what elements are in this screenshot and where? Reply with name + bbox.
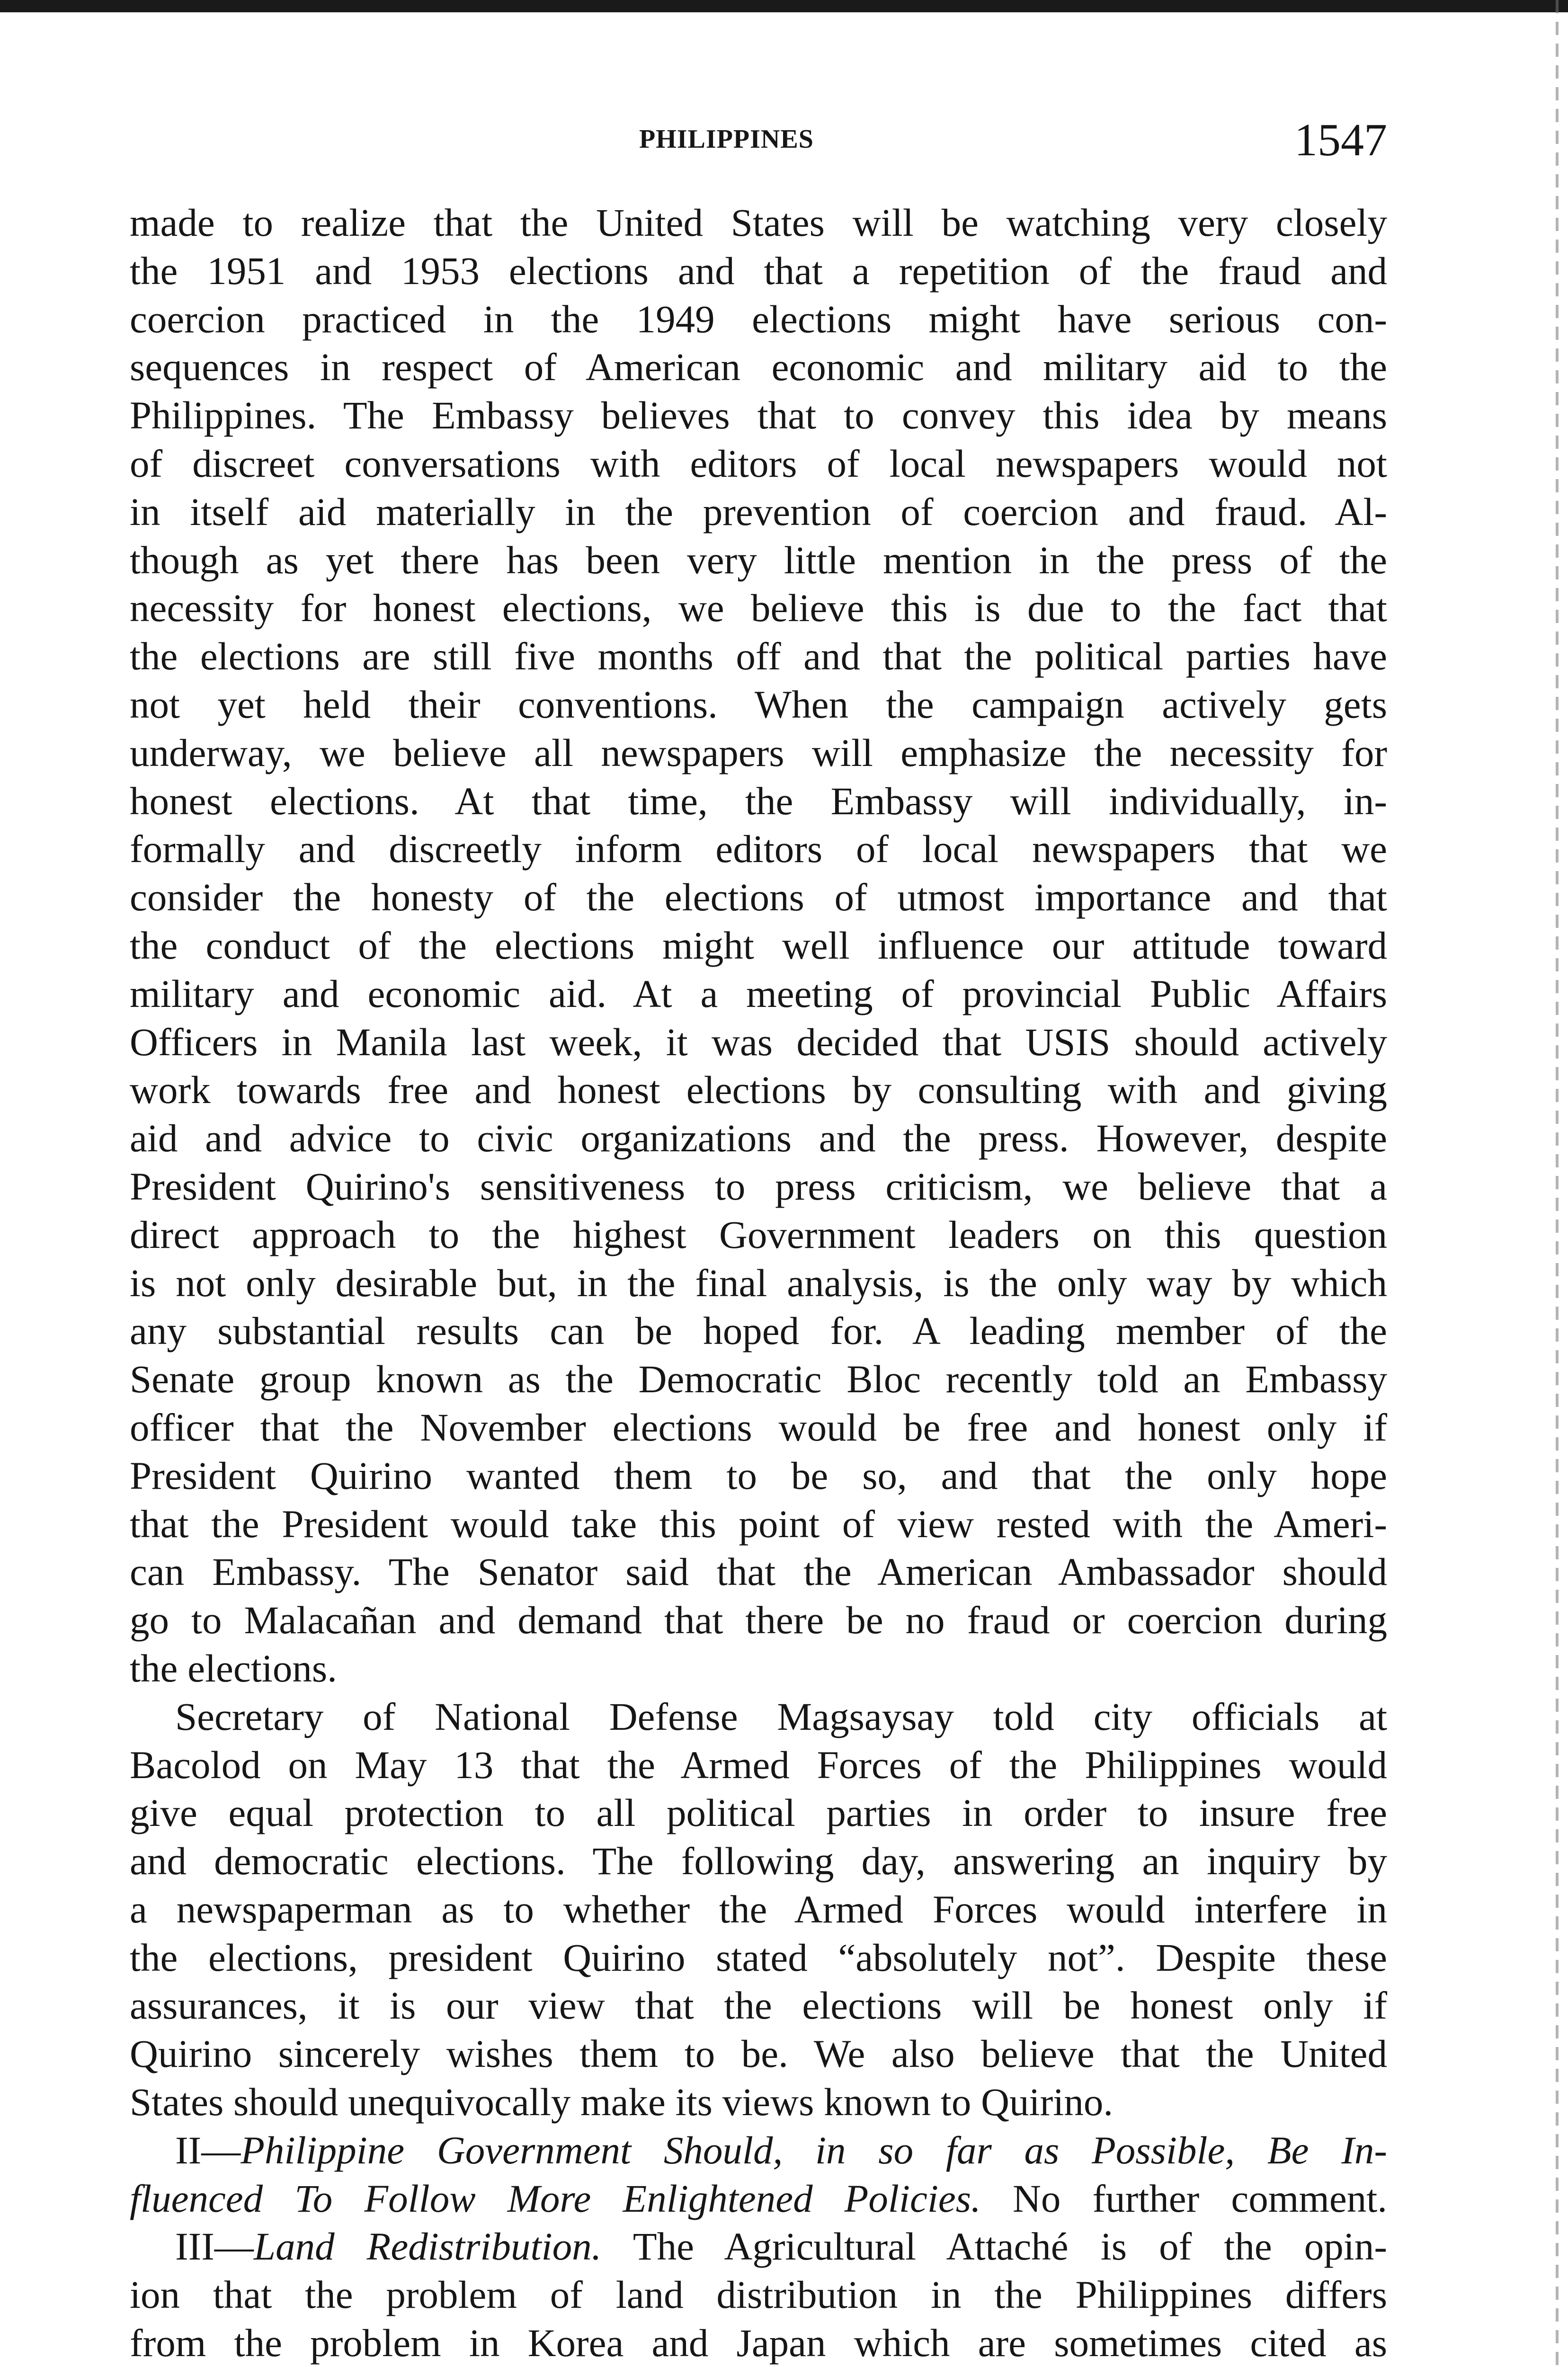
text-line: President Quirino wanted them to be so, and that the only hope xyxy=(130,1453,1387,1497)
page-number: 1547 xyxy=(1294,115,1387,166)
text-line: necessity for honest elections, we believe this is due to the fact that xyxy=(130,586,1387,630)
section-ii-title-part-1: Philippine Government Should, in so far as Possible, Be In- xyxy=(241,2128,1387,2172)
body-text xyxy=(130,199,1387,2367)
text-line: President Quirino's sensitiveness to press criticism, we believe that a xyxy=(130,1164,1387,1208)
text-line: aid and advice to civic organizations and the press. However, despite xyxy=(130,1116,1387,1160)
text-line: military and economic aid. At a meeting of provincial Public Affairs xyxy=(130,971,1387,1015)
text-line: is not only desirable but, in the final analysis, is the only way by which xyxy=(130,1261,1387,1305)
text-line: in itself aid materially in the prevention of coercion and fraud. Al- xyxy=(130,489,1387,534)
text-line: direct approach to the highest Government leaders on this question xyxy=(130,1212,1387,1256)
text-line: honest elections. At that time, the Embassy will individually, in- xyxy=(130,779,1387,823)
text-line: go to Malacañan and demand that there be no fraud or coercion during xyxy=(130,1598,1387,1642)
text-line: the elections are still five months off and that the political parties have xyxy=(130,634,1387,678)
text-line: States should unequivocally make its views known to Quirino. xyxy=(130,2080,1114,2124)
text-line: consider the honesty of the elections of utmost importance and that xyxy=(130,875,1387,919)
text-line: made to realize that the United States will be watching very closely xyxy=(130,201,1387,244)
page-header xyxy=(128,114,1387,166)
top-border xyxy=(0,0,1568,12)
text-line: Officers in Manila last week, it was decided that USIS should actively xyxy=(130,1020,1387,1064)
text-line: underway, we believe all newspapers will emphasize the necessity for xyxy=(130,730,1387,774)
text-line: work towards free and honest elections by consulting with and giving xyxy=(130,1068,1387,1112)
right-page-edge xyxy=(1556,0,1559,2367)
text-line: the elections. xyxy=(130,1646,337,1690)
text-line: that the President would take this point of view rested with the Ameri- xyxy=(130,1502,1387,1546)
section-iii-text: The Agricultural Attaché is of the opin- xyxy=(601,2225,1387,2269)
text-line: Secretary of National Defense Magsaysay told city officials at xyxy=(175,1694,1387,1738)
section-ii-title-part-2: fluenced To Follow More Enlightened Policies. xyxy=(130,2176,981,2220)
text-line: officer that the November elections would be free and honest only if xyxy=(130,1405,1387,1449)
text-line: though as yet there has been very little mention in the press of the xyxy=(130,538,1387,582)
text-line: coercion practiced in the 1949 elections might have serious con- xyxy=(130,297,1387,341)
text-line: the elections, president Quirino stated “absolutely not”. Despite these xyxy=(130,1935,1387,1979)
text-line: and democratic elections. The following day, answering an inquiry by xyxy=(130,1839,1387,1883)
text-line: the 1951 and 1953 elections and that a repetition of the fraud and xyxy=(130,249,1387,293)
text-line: Senate group known as the Democratic Bloc recently told an Embassy xyxy=(130,1357,1387,1401)
text-line: Philippines. The Embassy believes that to convey this idea by means xyxy=(130,393,1387,437)
text-line: Quirino sincerely wishes them to be. We also believe that the United xyxy=(130,2032,1387,2076)
section-ii-numeral: II— xyxy=(175,2128,241,2172)
section-ii-comment: No further comment. xyxy=(980,2176,1387,2220)
section-iii-line-3: from the problem in Korea and Japan which are sometimes cited as xyxy=(130,2321,1387,2365)
text-line: not yet held their conventions. When the campaign actively gets xyxy=(130,682,1387,726)
text-line: formally and discreetly inform editors of local newspapers that we xyxy=(130,827,1387,871)
section-iii-line-1 xyxy=(130,2223,1387,2271)
text-line: sequences in respect of American economic and military aid to the xyxy=(130,345,1387,389)
text-line: of discreet conversations with editors of local newspapers would not xyxy=(130,441,1387,485)
text-line: any substantial results can be hoped for. A leading member of the xyxy=(130,1309,1387,1353)
text-line: Bacolod on May 13 that the Armed Forces of the Philippines would xyxy=(130,1743,1387,1787)
section-iii-line-2: ion that the problem of land distribution in the Philippines differs xyxy=(130,2273,1387,2317)
text-line: give equal protection to all political parties in order to insure free xyxy=(130,1791,1387,1835)
text-line: assurances, it is our view that the elections will be honest only if xyxy=(130,1984,1387,2028)
section-ii-line-1 xyxy=(130,2127,1387,2175)
text-line: can Embassy. The Senator said that the American Ambassador should xyxy=(130,1550,1387,1594)
section-iii-title: Land Redistribution. xyxy=(253,2225,602,2269)
running-head: PHILIPPINES xyxy=(639,125,814,154)
section-iii-numeral: III— xyxy=(175,2225,254,2269)
text-line: the conduct of the elections might well influence our attitude toward xyxy=(130,923,1387,967)
text-line: a newspaperman as to whether the Armed Forces would interfere in xyxy=(130,1887,1387,1931)
section-ii-line-2 xyxy=(130,2175,1387,2223)
